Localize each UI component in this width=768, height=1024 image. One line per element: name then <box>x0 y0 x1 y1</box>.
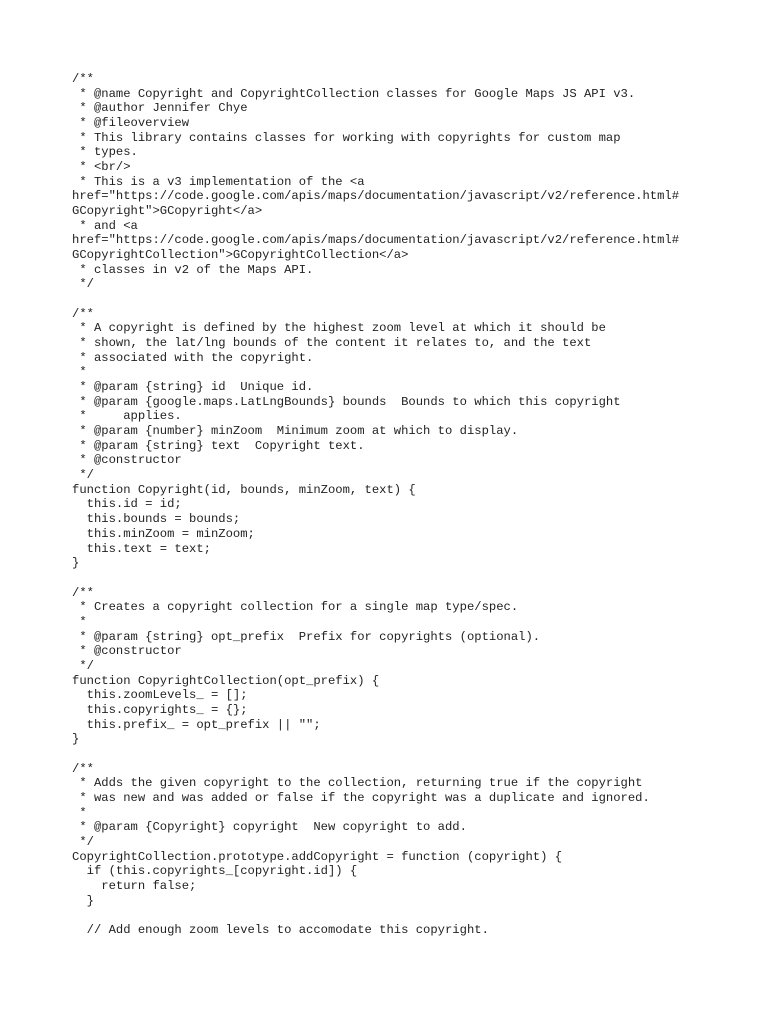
code-line: return false; <box>72 878 197 893</box>
code-line: * was new and was added or false if the copyright was a duplicate and ignored. <box>72 790 650 805</box>
code-line: * <box>72 805 87 820</box>
code-line: * <br/> <box>72 160 131 175</box>
code-line: */ <box>72 468 94 483</box>
code-line: * Adds the given copyright to the collection, returning true if the copyright <box>72 776 643 791</box>
code-line: this.prefix_ = opt_prefix || ""; <box>72 717 321 732</box>
code-line: * @constructor <box>72 453 182 468</box>
code-line: * <box>72 365 87 380</box>
code-line: // Add enough zoom levels to accomodate this copyright. <box>72 922 489 937</box>
code-line: function CopyrightCollection(opt_prefix) { <box>72 673 380 688</box>
code-line <box>72 908 679 923</box>
code-line: this.text = text; <box>72 541 211 556</box>
code-line: /** <box>72 585 94 600</box>
code-line: this.id = id; <box>72 497 182 512</box>
code-line: * @param {string} id Unique id. <box>72 380 314 395</box>
code-line: * @param {Copyright} copyright New copyright to add. <box>72 820 467 835</box>
code-line: * A copyright is defined by the highest zoom level at which it should be <box>72 321 606 336</box>
code-line: * @constructor <box>72 644 182 659</box>
code-line: * This is a v3 implementation of the <a <box>72 174 365 189</box>
code-line: } <box>72 893 94 908</box>
code-line: href="https://code.google.com/apis/maps/documentation/javascript/v2/reference.html# <box>72 189 680 204</box>
code-line <box>72 747 679 762</box>
code-line: /** <box>72 306 94 321</box>
code-line: * and <a <box>72 218 138 233</box>
code-line: } <box>72 732 80 747</box>
code-line: * Creates a copyright collection for a single map type/spec. <box>72 600 519 615</box>
code-line: href="https://code.google.com/apis/maps/documentation/javascript/v2/reference.html# <box>72 233 680 248</box>
code-line: */ <box>72 834 94 849</box>
code-line: * <box>72 614 87 629</box>
code-line: * classes in v2 of the Maps API. <box>72 262 314 277</box>
code-line: this.zoomLevels_ = []; <box>72 688 248 703</box>
code-line: } <box>72 556 80 571</box>
code-line: * @name Copyright and CopyrightCollection classes for Google Maps JS API v3. <box>72 86 636 101</box>
code-line: GCopyright">GCopyright</a> <box>72 204 263 219</box>
code-line: this.bounds = bounds; <box>72 512 241 527</box>
code-line: * @param {number} minZoom Minimum zoom at which to display. <box>72 424 519 439</box>
code-line: * @param {string} opt_prefix Prefix for copyrights (optional). <box>72 629 541 644</box>
code-line: * applies. <box>72 409 182 424</box>
code-line: function Copyright(id, bounds, minZoom, text) { <box>72 482 416 497</box>
code-line: * @fileoverview <box>72 116 190 131</box>
code-line: this.minZoom = minZoom; <box>72 526 255 541</box>
code-line <box>72 292 679 307</box>
code-line: * This library contains classes for working with copyrights for custom map <box>72 130 621 145</box>
code-line: * @author Jennifer Chye <box>72 101 248 116</box>
code-block <box>72 72 679 938</box>
code-line: * @param {google.maps.LatLngBounds} bounds Bounds to which this copyright <box>72 394 621 409</box>
code-line: * types. <box>72 145 138 160</box>
code-line: */ <box>72 658 94 673</box>
code-line: * @param {string} text Copyright text. <box>72 438 365 453</box>
code-line: */ <box>72 277 94 292</box>
code-line: /** <box>72 72 94 86</box>
code-line: this.copyrights_ = {}; <box>72 702 248 717</box>
code-line: /** <box>72 761 94 776</box>
code-line: GCopyrightCollection">GCopyrightCollection</a> <box>72 248 409 263</box>
code-line: CopyrightCollection.prototype.addCopyright = function (copyright) { <box>72 849 563 864</box>
code-line <box>72 571 679 586</box>
code-line: * shown, the lat/lng bounds of the content it relates to, and the text <box>72 336 592 351</box>
code-line: if (this.copyrights_[copyright.id]) { <box>72 864 358 879</box>
code-line: * associated with the copyright. <box>72 350 314 365</box>
